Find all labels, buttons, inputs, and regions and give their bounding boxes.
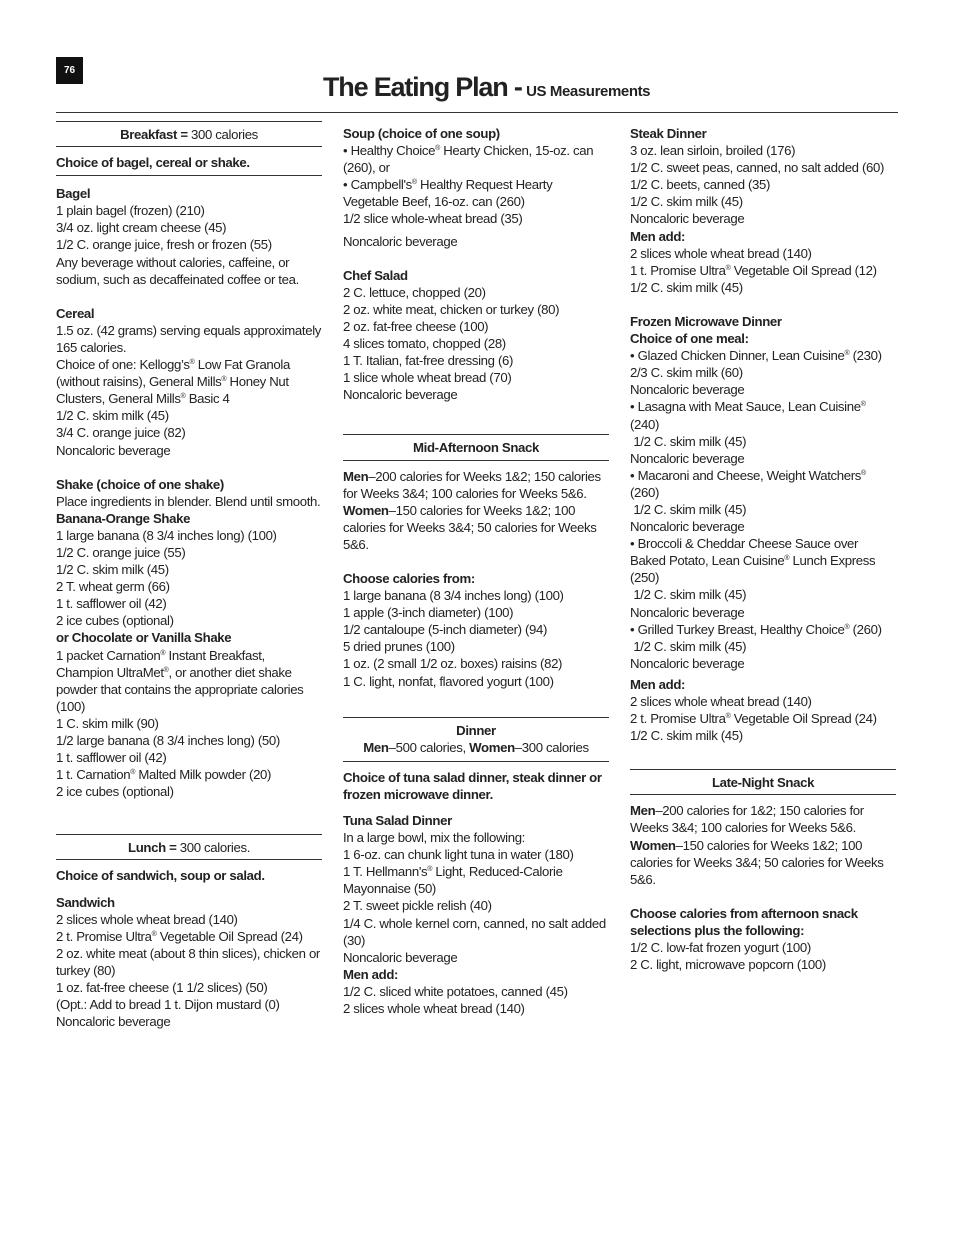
shake-line: 1/2 large banana (8 3/4 inches long) (50): [56, 733, 280, 748]
steak-line: Noncaloric beverage: [630, 211, 745, 227]
page-title: [323, 72, 650, 103]
late-choose-heading: Choose calories from afternoon snack selections plus the following:: [630, 905, 858, 938]
shake-line: 1 t. safflower oil (42): [56, 750, 167, 766]
tuna-heading: Tuna Salad Dinner: [343, 813, 452, 828]
breakfast-choice: Choice of bagel, cereal or shake.: [56, 154, 322, 176]
shake-heading: Shake (choice of one shake): [56, 476, 224, 492]
shake-line: 1 t. safflower oil (42): [56, 596, 167, 612]
sandwich-line: Noncaloric beverage: [56, 1014, 171, 1030]
choose-calories-heading: Choose calories from:: [343, 570, 475, 586]
tuna-line: 2 T. sweet pickle relish (40): [343, 898, 492, 914]
frozen-line: Noncaloric beverage: [630, 450, 745, 466]
snack-line: 1 oz. (2 small 1/2 oz. boxes) raisins (82): [343, 656, 563, 672]
breakfast-header: [56, 121, 322, 147]
frozen-line: Noncaloric beverage: [630, 519, 745, 535]
column-2: [343, 121, 609, 1017]
title-divider: [56, 112, 898, 113]
soup-line: 1/2 slice whole-wheat bread (35): [343, 211, 523, 227]
frozen-line: Noncaloric beverage: [630, 604, 745, 620]
dinner-header: Dinner Men–500 calories, Women–300 calories: [343, 717, 609, 762]
frozen-men-add: Men add:: [630, 676, 686, 692]
frozen-line: • Macaroni and Cheese, Weight Watchers® (260): [630, 467, 866, 500]
sandwich-heading: Sandwich: [56, 894, 115, 910]
chef-line: 1 T. Italian, fat-free dressing (6): [343, 353, 514, 369]
frozen-heading: Frozen Microwave Dinner: [630, 313, 782, 329]
dinner-choice: Choice of tuna salad dinner, steak dinner or frozen microwave dinner.: [343, 769, 602, 802]
column-3: [630, 121, 896, 973]
late-men-line: Men–200 calories for 1&2; 150 calories for Weeks 3&4; 100 calories for Weeks 5&6.: [630, 803, 864, 836]
frozen-line: 2/3 C. skim milk (60): [630, 365, 743, 381]
frozen-line: 1/2 C. skim milk (45): [630, 638, 747, 654]
steak-line: 1/2 C. skim milk (45): [630, 194, 743, 210]
cereal-line: 3/4 C. orange juice (82): [56, 425, 186, 441]
bagel-line: 1 plain bagel (frozen) (210): [56, 203, 205, 219]
lunch-label: Lunch =: [127, 840, 177, 856]
tuna-line: 1 T. Hellmann's® Light, Reduced-Calorie Mayonnaise (50): [343, 864, 563, 897]
frozen-line: Noncaloric beverage: [630, 382, 745, 398]
bagel-line: 1/2 C. orange juice, fresh or frozen (55): [56, 237, 272, 253]
sandwich-line: 2 oz. white meat (about 8 thin slices), chicken or turkey (80): [56, 945, 320, 978]
tuna-line: Noncaloric beverage: [343, 949, 458, 965]
tuna-line: 1/2 C. sliced white potatoes, canned (45): [343, 983, 568, 999]
mid-men-line: Men–200 calories for Weeks 1&2; 150 calories for Weeks 3&4; 100 calories for Weeks 5&6.: [343, 468, 601, 501]
steak-men-add: Men add:: [630, 228, 686, 244]
steak-line: 3 oz. lean sirloin, broiled (176): [630, 143, 796, 159]
frozen-line: 2 t. Promise Ultra® Vegetable Oil Spread (24): [630, 711, 877, 727]
frozen-line: 1/2 C. skim milk (45): [630, 501, 747, 517]
snack-line: 1 large banana (8 3/4 inches long) (100): [343, 588, 564, 604]
lunch-choice: Choice of sandwich, soup or salad.: [56, 868, 265, 884]
frozen-line: • Grilled Turkey Breast, Healthy Choice® (260): [630, 621, 882, 637]
tuna-line: In a large bowl, mix the following:: [343, 830, 525, 846]
cereal-line: 1/2 C. skim milk (45): [56, 408, 169, 424]
frozen-line: 1/2 C. skim milk (45): [630, 728, 743, 744]
breakfast-label: Breakfast =: [120, 127, 188, 142]
column-1: [56, 121, 322, 1030]
shake-line: 2 ice cubes (optional): [56, 784, 174, 800]
banana-orange-heading: Banana-Orange Shake: [56, 510, 191, 526]
snack-line: 1 C. light, nonfat, flavored yogurt (100): [343, 673, 554, 689]
title-main: The Eating Plan -: [323, 72, 522, 102]
shake-line: 1/2 C. skim milk (45): [56, 562, 169, 578]
cereal-line: 1.5 oz. (42 grams) serving equals approximately 165 calories.: [56, 322, 322, 355]
shake-line: 1 C. skim milk (90): [56, 715, 159, 731]
shake-line: 1 large banana (8 3/4 inches long) (100): [56, 527, 277, 543]
bagel-line: 3/4 oz. light cream cheese (45): [56, 220, 227, 236]
shake-line: 2 ice cubes (optional): [56, 613, 174, 629]
bagel-line: Any beverage without calories, caffeine, or sodium, such as decaffeinated coffee or tea.: [56, 254, 299, 287]
cereal-heading: Cereal: [56, 305, 95, 321]
frozen-line: • Glazed Chicken Dinner, Lean Cuisine® (230): [630, 348, 882, 364]
soup-heading: Soup (choice of one soup): [343, 126, 500, 141]
chef-line: 2 C. lettuce, chopped (20): [343, 284, 486, 300]
shake-line: 2 T. wheat germ (66): [56, 579, 170, 595]
steak-line: 1/2 C. beets, canned (35): [630, 177, 771, 193]
snack-line: 1/2 cantaloupe (5-inch diameter) (94): [343, 622, 548, 638]
frozen-line: 1/2 C. skim milk (45): [630, 433, 747, 449]
cereal-line: Noncaloric beverage: [56, 442, 171, 458]
page-number: 76: [56, 57, 83, 84]
steak-heading: Steak Dinner: [630, 126, 707, 141]
steak-line: 1/2 C. skim milk (45): [630, 279, 743, 295]
steak-line: 2 slices whole wheat bread (140): [630, 245, 812, 261]
soup-line: • Healthy Choice® Hearty Chicken, 15-oz. can (260), or: [343, 143, 594, 176]
steak-line: 1/2 C. sweet peas, canned, no salt added (60): [630, 160, 885, 176]
snack-line: 1 apple (3-inch diameter) (100): [343, 605, 514, 621]
cereal-choice-line: Choice of one: Kellogg’s® Low Fat Granola (without raisins), General Mills® Honey Nut Clusters, General Mills® Basic 4: [56, 357, 290, 407]
frozen-line: Noncaloric beverage: [630, 655, 745, 671]
shake-line: 1/2 C. orange juice (55): [56, 544, 186, 560]
sandwich-line: 2 t. Promise Ultra® Vegetable Oil Spread (24): [56, 928, 303, 944]
tuna-line: 1 6-oz. can chunk light tuna in water (180): [343, 847, 574, 863]
lunch-calories: 300 calories.: [176, 840, 251, 856]
frozen-line: • Lasagna with Meat Sauce, Lean Cuisine® (240): [630, 399, 866, 432]
title-subtitle: US Measurements: [526, 83, 651, 100]
lunch-header: [56, 834, 322, 860]
breakfast-calories: 300 calories: [187, 127, 258, 142]
steak-line: 1 t. Promise Ultra® Vegetable Oil Spread (12): [630, 262, 877, 278]
mid-women-line: Women–150 calories for Weeks 1&2; 100 calories for Weeks 3&4; 50 calories for Weeks 5&6.: [343, 502, 597, 552]
chef-line: Noncaloric beverage: [343, 387, 458, 403]
tuna-line: 2 slices whole wheat bread (140): [343, 1001, 525, 1017]
shake-intro: Place ingredients in blender. Blend until smooth.: [56, 493, 321, 509]
bagel-heading: Bagel: [56, 186, 91, 202]
shake-line: 1 packet Carnation® Instant Breakfast, Champion UltraMet®, or another diet shake powder that contains the appropriate calories (100): [56, 647, 304, 714]
sandwich-line: 1 oz. fat-free cheese (1 1/2 slices) (50): [56, 980, 268, 996]
late-line: 1/2 C. low-fat frozen yogurt (100): [630, 940, 811, 956]
choc-vanilla-heading: or Chocolate or Vanilla Shake: [56, 630, 232, 646]
sandwich-line: (Opt.: Add to bread 1 t. Dijon mustard (0): [56, 997, 280, 1013]
chef-line: 2 oz. white meat, chicken or turkey (80): [343, 301, 560, 317]
frozen-choice: Choice of one meal:: [630, 331, 749, 347]
chef-line: 1 slice whole wheat bread (70): [343, 370, 512, 386]
chef-line: 4 slices tomato, chopped (28): [343, 336, 506, 352]
frozen-line: 2 slices whole wheat bread (140): [630, 694, 812, 709]
late-night-header: Late-Night Snack: [630, 769, 896, 795]
soup-line: Noncaloric beverage: [343, 233, 458, 249]
frozen-line: • Broccoli & Cheddar Cheese Sauce over Baked Potato, Lean Cuisine® Lunch Express (250): [630, 536, 876, 586]
frozen-line: 1/2 C. skim milk (45): [630, 587, 747, 603]
late-women-line: Women–150 calories for Weeks 1&2; 100 calories for Weeks 3&4; 50 calories for Weeks 5&6.: [630, 837, 884, 887]
chef-salad-heading: Chef Salad: [343, 267, 408, 283]
snack-line: 5 dried prunes (100): [343, 639, 455, 655]
mid-afternoon-header: Mid-Afternoon Snack: [343, 434, 609, 460]
soup-line: • Campbell's® Healthy Request Hearty Vegetable Beef, 16-oz. can (260): [343, 177, 553, 210]
late-line: 2 C. light, microwave popcorn (100): [630, 957, 826, 973]
tuna-men-add: Men add:: [343, 966, 399, 982]
shake-line: 1 t. Carnation® Malted Milk powder (20): [56, 767, 272, 783]
tuna-line: 1/4 C. whole kernel corn, canned, no salt added (30): [343, 915, 606, 948]
chef-line: 2 oz. fat-free cheese (100): [343, 318, 489, 334]
sandwich-line: 2 slices whole wheat bread (140): [56, 911, 238, 927]
